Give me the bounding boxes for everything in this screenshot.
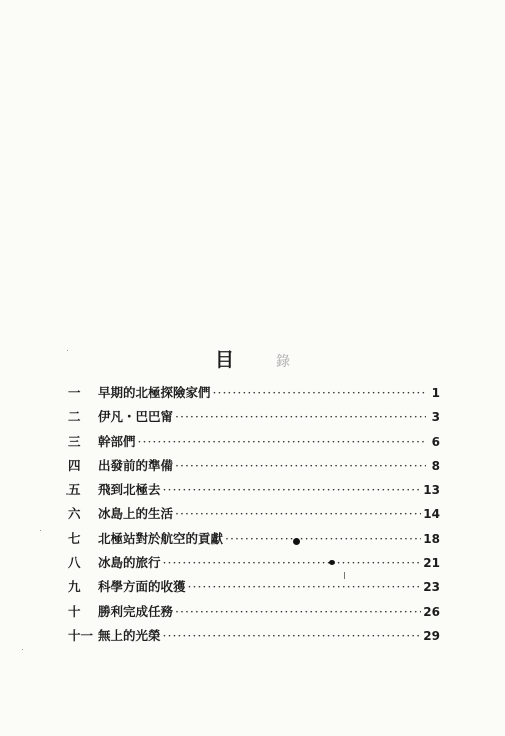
toc-entry[interactable] (68, 456, 440, 480)
dot-leader (175, 409, 426, 424)
ink-speck (344, 572, 345, 579)
dot-leader (163, 628, 422, 643)
dot-leader (188, 579, 422, 594)
dot-leader (175, 604, 421, 619)
ink-blot (293, 538, 300, 545)
toc-entry[interactable] (68, 383, 440, 407)
page-number: 13 (423, 483, 440, 498)
chapter-number: 十一 (68, 627, 94, 643)
toc-entry[interactable] (68, 577, 440, 601)
toc-entry[interactable] (68, 504, 440, 528)
chapter-number: 三 (68, 433, 81, 449)
chapter-number: 十 (68, 603, 81, 619)
ink-blot (329, 560, 335, 565)
chapter-title: 伊凡・巴巴甯 (98, 409, 174, 425)
toc-heading-char-1: 目 (214, 349, 276, 371)
ink-speck (40, 530, 41, 531)
ink-speck (66, 493, 68, 495)
toc-entry[interactable] (68, 553, 440, 577)
chapter-number: 二 (68, 409, 81, 425)
toc-entry[interactable] (68, 432, 440, 456)
dot-leader (163, 555, 422, 570)
toc-entry[interactable] (68, 626, 440, 650)
ink-speck (67, 350, 68, 351)
toc-heading-char-2: 錄 (276, 354, 332, 370)
page-number: 23 (423, 580, 440, 595)
chapter-number: 八 (68, 555, 81, 571)
chapter-title: 北極站對於航空的貢獻 (98, 530, 224, 546)
chapter-title: 幹部們 (98, 433, 136, 449)
chapter-number: 六 (68, 506, 81, 522)
chapter-number: 七 (68, 530, 81, 546)
chapter-title: 出發前的準備 (98, 457, 174, 473)
chapter-title: 科學方面的收獲 (98, 579, 186, 595)
chapter-title: 冰島的旅行 (98, 555, 161, 571)
toc-entry[interactable] (68, 602, 440, 626)
dot-leader (225, 531, 421, 546)
page-number: 29 (423, 628, 440, 643)
chapter-title: 冰島上的生活 (98, 506, 174, 522)
dot-leader (163, 482, 422, 497)
chapter-number: 一 (68, 385, 81, 400)
page-number: 18 (423, 531, 440, 546)
page-number: 8 (431, 458, 440, 473)
dot-leader (175, 458, 426, 473)
page-number: 26 (423, 604, 440, 619)
page-number: 1 (431, 386, 440, 400)
page-number: 3 (431, 410, 440, 425)
chapter-number: 五 (68, 482, 81, 498)
ink-speck (22, 649, 23, 650)
table-of-contents (68, 383, 440, 650)
page-number: 14 (423, 507, 440, 522)
chapter-number: 九 (68, 579, 81, 595)
dot-leader (138, 434, 426, 449)
chapter-title: 無上的光榮 (98, 627, 161, 643)
dot-leader (213, 385, 426, 400)
toc-entry[interactable] (68, 480, 440, 504)
page-number: 21 (423, 556, 440, 571)
toc-entry[interactable] (68, 407, 440, 431)
chapter-title: 飛到北極去 (98, 482, 161, 498)
toc-heading (0, 345, 505, 372)
chapter-number: 四 (68, 457, 81, 473)
toc-entry[interactable] (68, 529, 440, 553)
chapter-title: 勝利完成任務 (98, 603, 174, 619)
dot-leader (175, 506, 421, 521)
chapter-title: 早期的北極探險家們 (98, 385, 211, 400)
page-number: 6 (431, 434, 440, 449)
